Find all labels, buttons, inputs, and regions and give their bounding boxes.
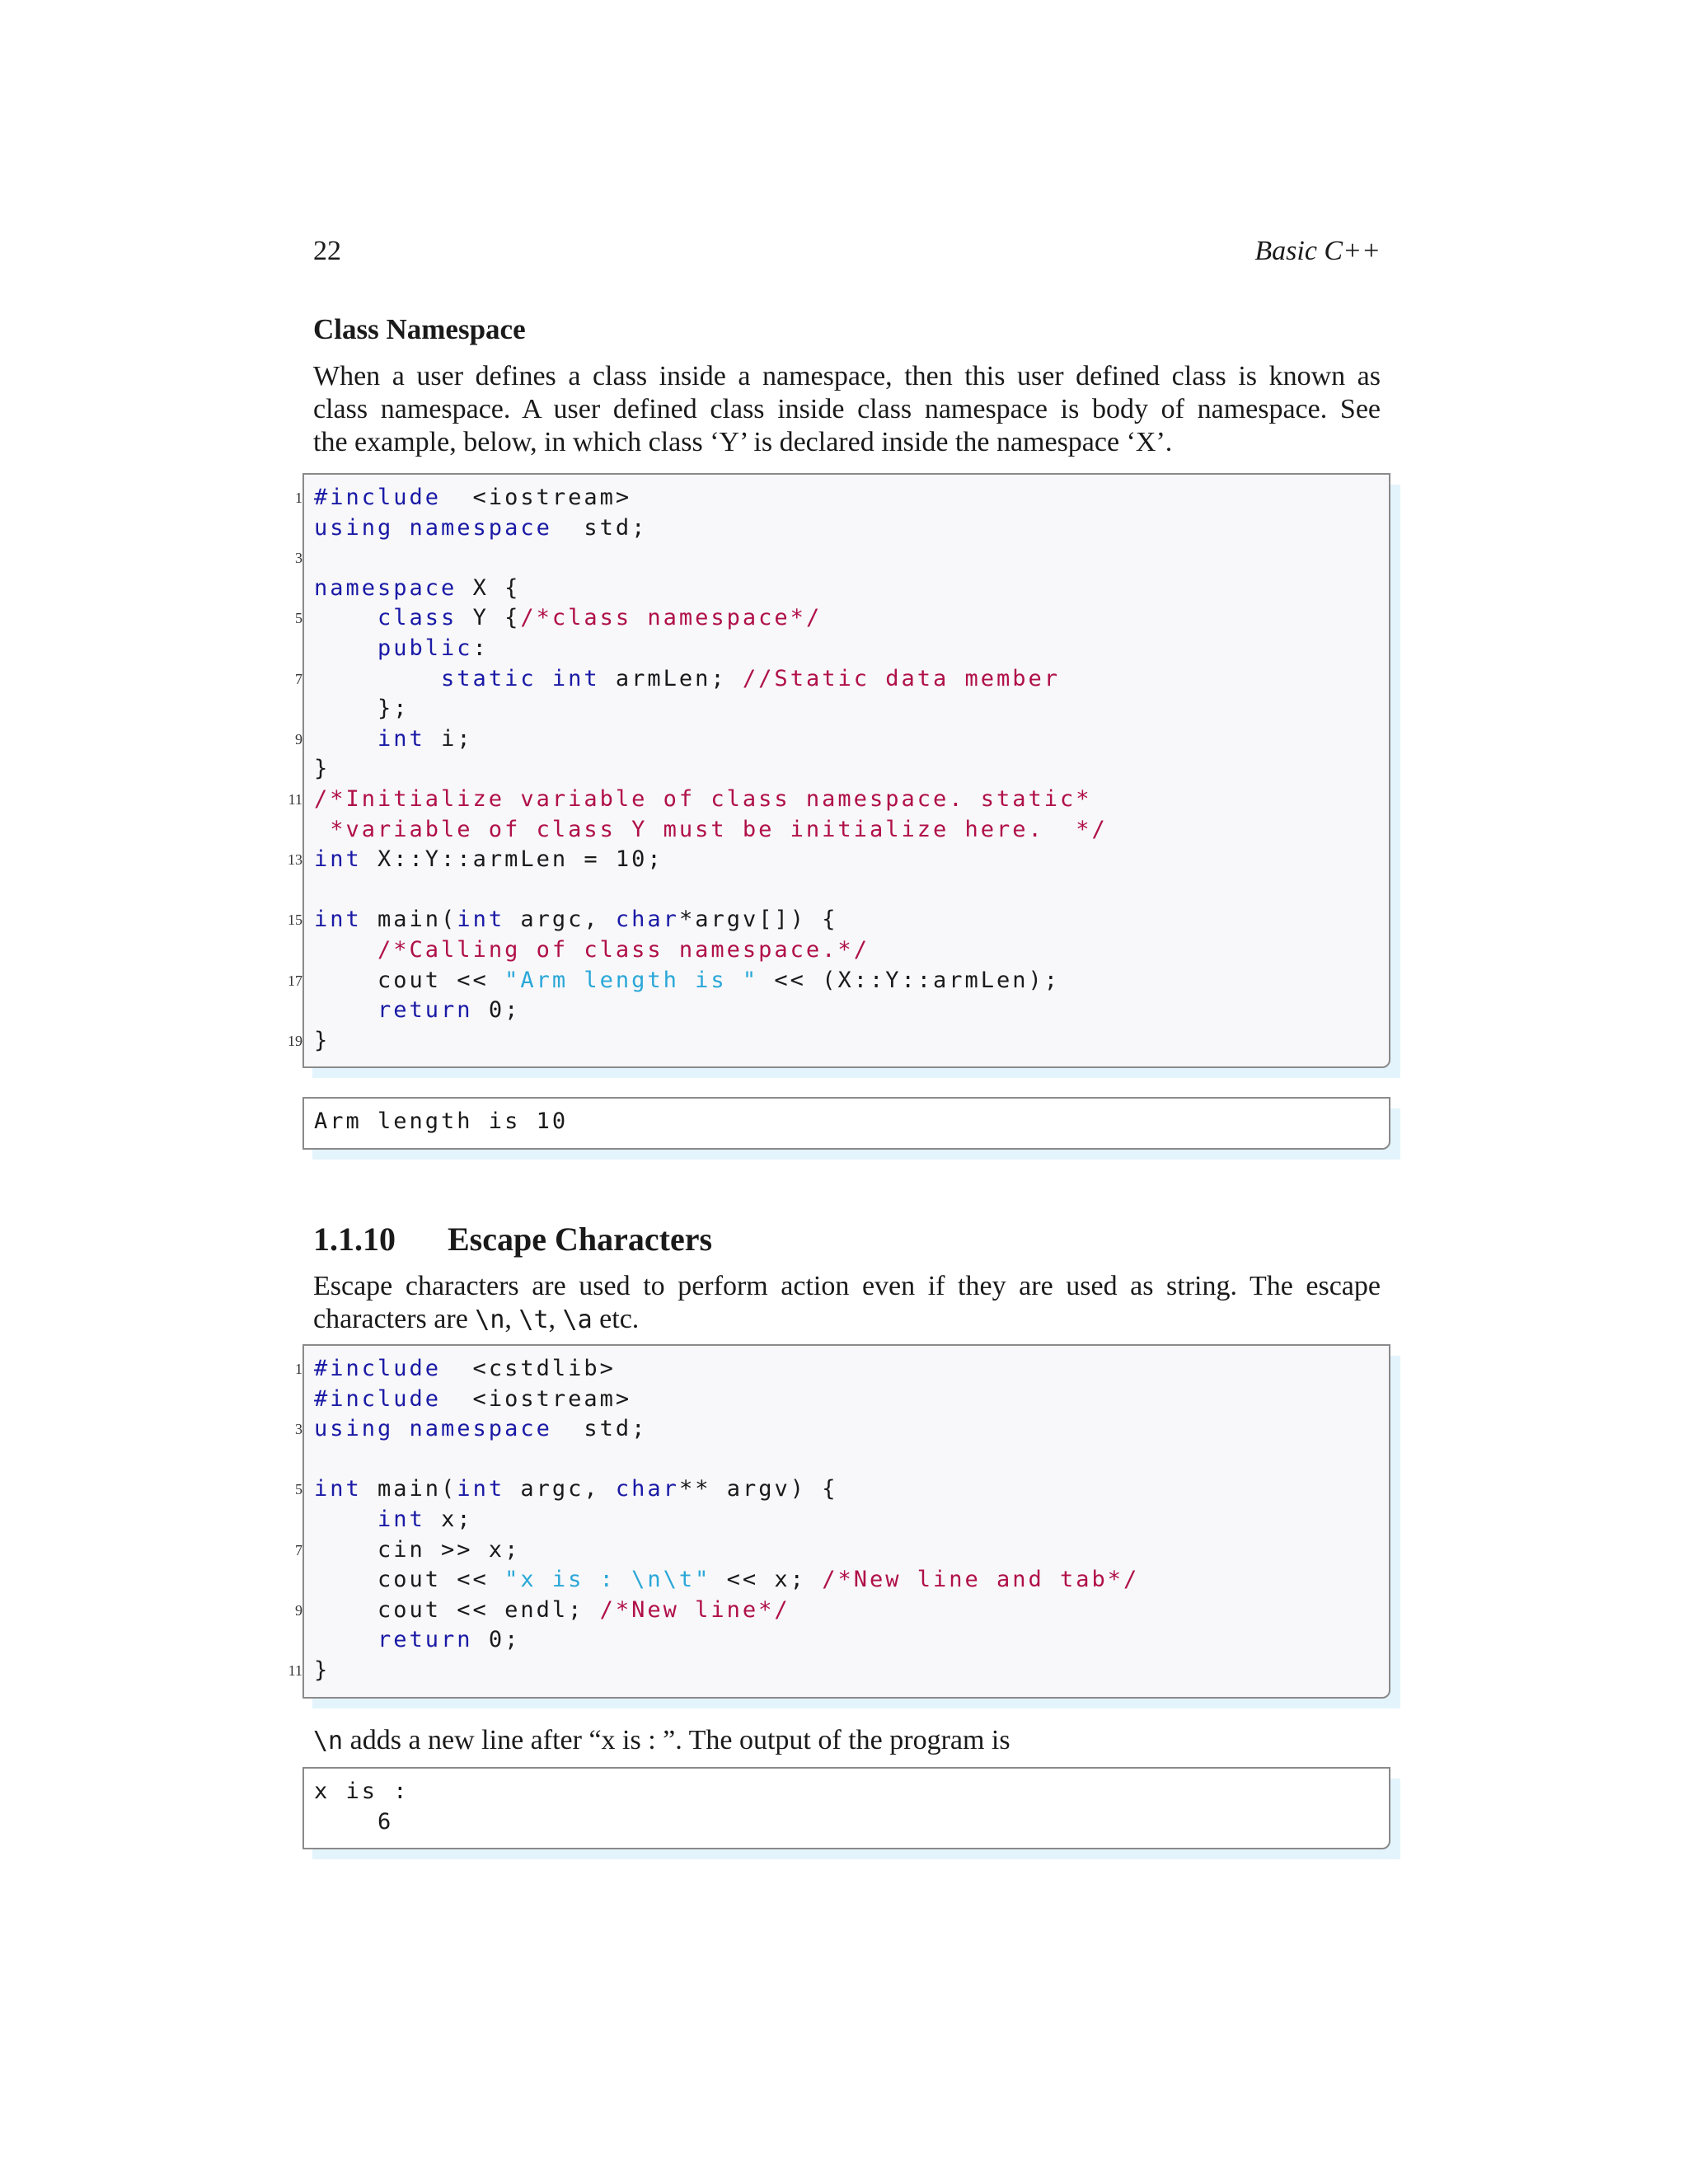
code-line: 19 } xyxy=(314,1026,1108,1057)
code-listing-2 xyxy=(288,1344,1390,1699)
code-line: using namespace std; xyxy=(314,514,648,541)
code-line: 5 class Y {/*class namespace*/ xyxy=(314,603,1108,634)
code-line: 17 cout << "Arm length is " << (X::Y::armLen); xyxy=(314,966,1108,996)
code-line: /*Calling of class namespace.*/ xyxy=(377,936,870,963)
paragraph-line: Escape characters are used to perform action even if they are used as string. The escape xyxy=(313,1271,1381,1301)
code-line: 13 int X::Y::armLen = 10; xyxy=(314,845,1108,875)
output-box-1 xyxy=(302,1097,1390,1150)
output-note: \n adds a new line after “x is : ”. The output of the program is xyxy=(313,1725,1010,1755)
line-number: 13 xyxy=(288,851,302,869)
page-number: 22 xyxy=(313,236,341,266)
line-number: 17 xyxy=(288,972,302,989)
paragraph-line: the example, below, in which class ‘Y’ is declared inside the namespace ‘X’. xyxy=(313,427,1173,457)
line-number: 5 xyxy=(295,610,302,627)
code-line: 3 using namespace std; xyxy=(314,1414,1139,1445)
code-line: namespace X { xyxy=(314,574,521,601)
output-lines xyxy=(314,1777,410,1837)
line-number: 1 xyxy=(295,1361,302,1377)
code-line: 11 } xyxy=(314,1656,1139,1686)
code-line: 9 int i; xyxy=(314,724,1108,755)
output-box-2 xyxy=(302,1767,1390,1849)
code-line: } xyxy=(314,756,331,782)
code-line: 11 /*Initialize variable of class namespace. static* xyxy=(314,785,1108,815)
output-lines xyxy=(314,1107,568,1137)
code-listing-1 xyxy=(288,473,1390,1068)
line-number: 11 xyxy=(288,1661,302,1679)
code-line: #include <iostream> xyxy=(314,1385,632,1412)
code-line: 9 cout << endl; /*New line*/ xyxy=(314,1596,1139,1626)
code-line: *variable of class Y must be initialize here. */ xyxy=(314,816,1108,842)
code-lines xyxy=(288,483,1108,1056)
section-title: Class Namespace xyxy=(313,313,526,345)
code-line: int x; xyxy=(377,1506,473,1532)
code-line: 1 #include <cstdlib> xyxy=(314,1354,1139,1385)
line-number: 1 xyxy=(295,490,302,506)
code-line: return 0; xyxy=(377,997,521,1024)
paragraph-line: class namespace. A user defined class inside class namespace is body of namespace. See xyxy=(313,394,1381,424)
subsection-heading xyxy=(313,1220,712,1258)
line-number: 3 xyxy=(295,1421,302,1438)
code-line: cout << "x is : \n\t" << x; /*New line and tab*/ xyxy=(314,1567,1140,1593)
code-line: 5 int main(int argc, char** argv) { xyxy=(314,1474,1139,1505)
code-line xyxy=(314,1445,1139,1475)
code-line: public: xyxy=(377,635,489,661)
code-line: 1 #include <iostream> xyxy=(314,483,1108,513)
line-number: 15 xyxy=(288,912,302,929)
paragraph-line: When a user defines a class inside a namespace, then this user defined class is known as xyxy=(313,361,1381,391)
subsection-title: Escape Characters xyxy=(448,1221,713,1258)
code-line xyxy=(314,875,1108,906)
code-line: x is : xyxy=(314,1779,410,1804)
code-line: Arm length is 10 xyxy=(314,1108,569,1134)
line-number: 11 xyxy=(288,790,302,808)
code-line: }; xyxy=(314,696,410,722)
line-number: 7 xyxy=(295,670,302,687)
code-lines xyxy=(288,1354,1140,1686)
line-number: 9 xyxy=(295,730,302,748)
code-line: 6 xyxy=(314,1808,394,1835)
running-title: Basic C++ xyxy=(1254,236,1381,266)
line-number: 9 xyxy=(295,1601,302,1619)
code-line: return 0; xyxy=(377,1627,521,1653)
code-line: 7 static int armLen; //Static data member xyxy=(314,664,1108,695)
subsection-number: 1.1.10 xyxy=(313,1221,396,1258)
section2-paragraph xyxy=(313,1270,1381,1337)
line-number: 3 xyxy=(295,550,302,567)
line-number: 5 xyxy=(295,1481,302,1498)
code-line: 15 int main(int argc, char*argv[]) { xyxy=(314,905,1108,935)
code-line xyxy=(295,543,1108,574)
section1-paragraph xyxy=(313,360,1381,459)
code-line: 7 cin >> x; xyxy=(314,1535,1139,1566)
line-number: 19 xyxy=(288,1032,302,1049)
line-number: 7 xyxy=(295,1541,302,1558)
paragraph-line: characters are \n, \t, \a etc. xyxy=(313,1304,640,1334)
